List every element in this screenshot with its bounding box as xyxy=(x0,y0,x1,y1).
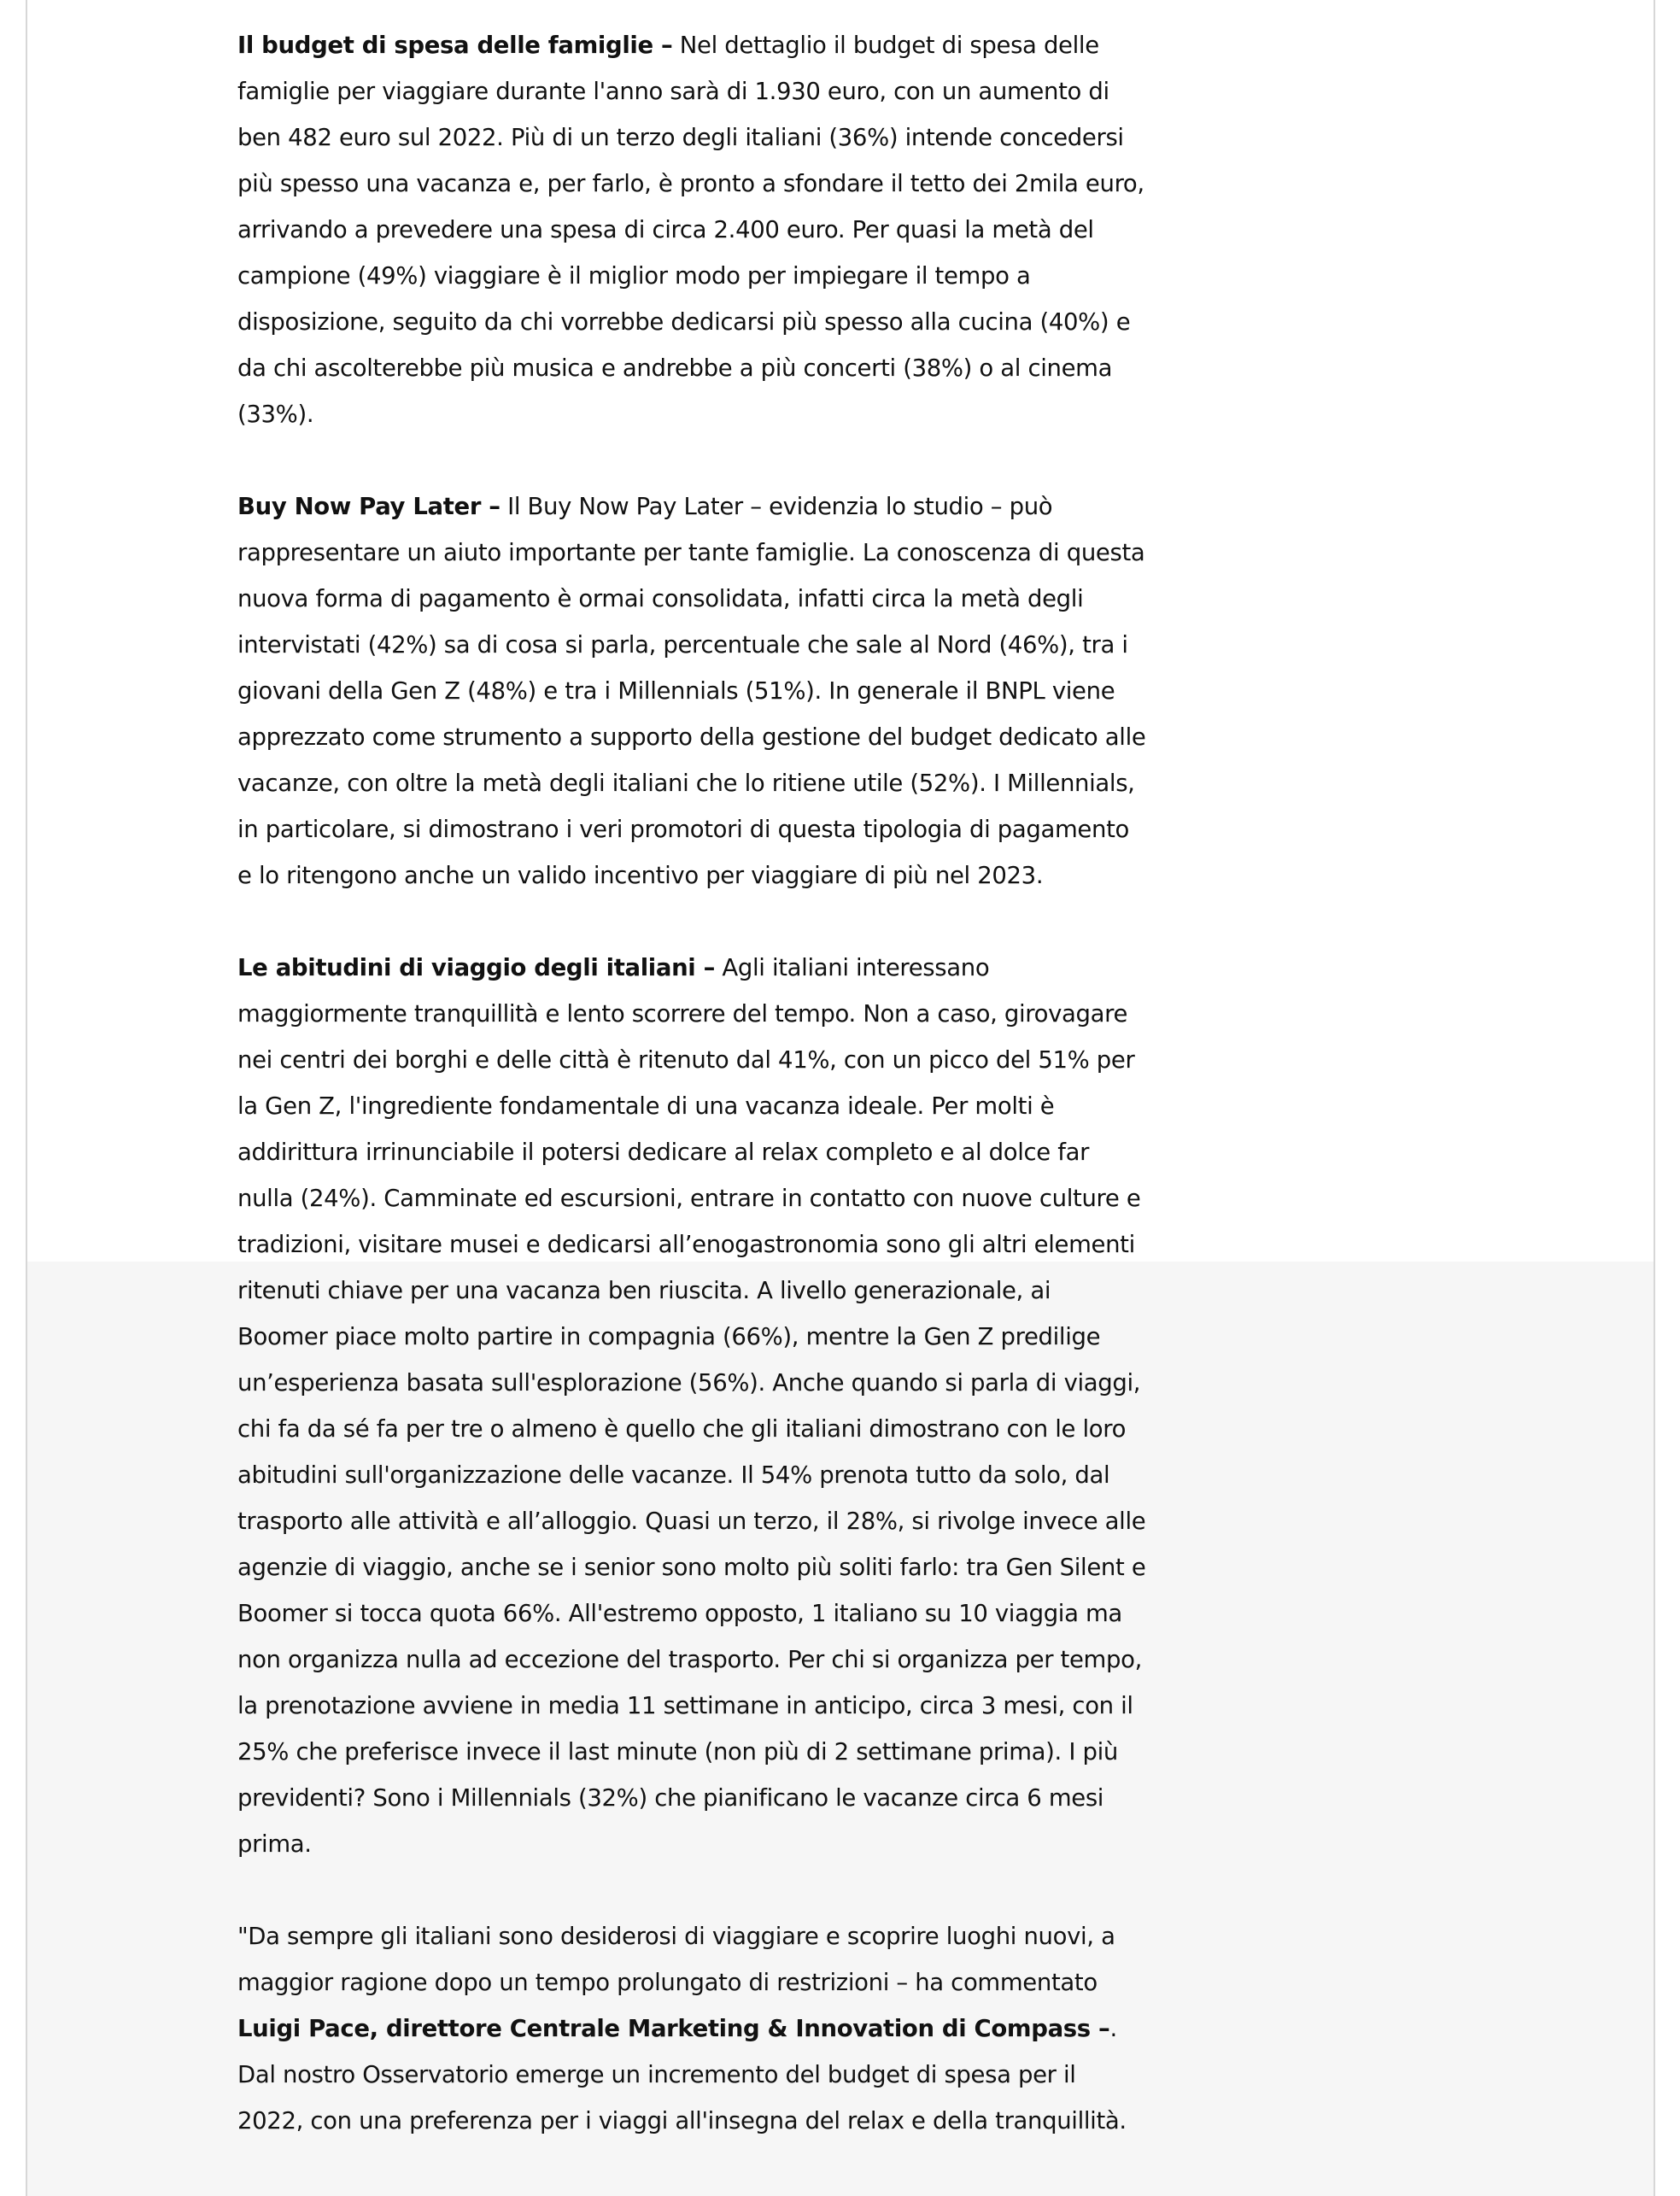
paragraph-family-budget xyxy=(237,22,1146,437)
paragraph-heading: Buy Now Pay Later – xyxy=(237,493,500,520)
paragraph-text: Agli italiani interessano maggiormente tranquillità e lento scorrere del tempo. Non a caso, girovagare nei centri dei borghi e delle città è ritenuto dal 41%, con un picco del 51% per la Gen Z, l'ingrediente fondamentale di una vacanza ideale. Per molti è addirittura irrinunciabile il potersi dedicare al relax completo e al dolce far nulla (24%). Camminate ed escursioni, entrare in contatto con nuove culture e tradizioni, visitare musei e dedicarsi all’enogastronomia sono gli altri elementi ritenuti chiave per una vacanza ben riuscita. A livello generazionale, ai Boomer piace molto partire in compagnia (66%), mentre la Gen Z predilige un’esperienza basata sull'esplorazione (56%). Anche quando si parla di viaggi, chi fa da sé fa per tre o almeno è quello che gli italiani dimostrano con le loro abitudini sull'organizzazione delle vacanze. Il 54% prenota tutto da solo, dal trasporto alle attività e all’alloggio. Quasi un terzo, il 28%, si rivolge invece alle agenzie di viaggio, anche se i senior sono molto più soliti farlo: tra Gen Silent e Boomer si tocca quota 66%. All'estremo opposto, 1 italiano su 10 viaggia ma non organizza nulla ad eccezione del trasporto. Per chi si organizza per tempo, la prenotazione avviene in media 11 settimane in anticipo, circa 3 mesi, con il 25% che preferisce invece il last minute (non più di 2 settimane prima). I più previdenti? Sono i Millennials (32%) che pianificano le vacanze circa 6 mesi prima. xyxy=(237,954,1146,1858)
paragraph-text: Nel dettaglio il budget di spesa delle famiglie per viaggiare durante l'anno sarà di 1.930 euro, con un aumento di ben 482 euro sul 2022. Più di un terzo degli italiani (36%) intende concedersi più spesso una vacanza e, per farlo, è pronto a sfondare il tetto dei 2mila euro, arrivando a prevedere una spesa di circa 2.400 euro. Per quasi la metà del campione (49%) viaggiare è il miglior modo per impiegare il tempo a disposizione, seguito da chi vorrebbe dedicarsi più spesso alla cucina (40%) e da chi ascolterebbe più musica e andrebbe a più concerti (38%) o al cinema (33%). xyxy=(237,32,1144,428)
paragraph-buy-now-pay-later xyxy=(237,483,1146,899)
quote-text-start: "Da sempre gli italiani sono desiderosi di viaggiare e scoprire luoghi nuovi, a maggior ragione dopo un tempo prolungato di restrizioni – ha commentato xyxy=(237,1923,1115,1996)
paragraph-heading: Il budget di spesa delle famiglie – xyxy=(237,32,673,59)
quote-text-end: . Dal nostro Osservatorio emerge un incremento del budget di spesa per il 2022, con una preferenza per i viaggi all'insegna del relax e della tranquillità. xyxy=(237,2015,1127,2135)
paragraph-text: Il Buy Now Pay Later – evidenzia lo studio – può rappresentare un aiuto importante per tante famiglie. La conoscenza di questa nuova forma di pagamento è ormai consolidata, infatti circa la metà degli intervistati (42%) sa di cosa si parla, percentuale che sale al Nord (46%), tra i giovani della Gen Z (48%) e tra i Millennials (51%). In generale il BNPL viene apprezzato come strumento a supporto della gestione del budget dedicato alle vacanze, con oltre la metà degli italiani che lo ritiene utile (52%). I Millennials, in particolare, si dimostrano i veri promotori di questa tipologia di pagamento e lo ritengono anche un valido incentivo per viaggiare di più nel 2023. xyxy=(237,493,1146,889)
article-body xyxy=(237,22,1146,2190)
paragraph-heading: Le abitudini di viaggio degli italiani – xyxy=(237,954,716,981)
quote-speaker: Luigi Pace, direttore Centrale Marketing & Innovation di Compass – xyxy=(237,2015,1110,2042)
document-page xyxy=(26,0,1655,2196)
paragraph-travel-habits xyxy=(237,945,1146,1867)
paragraph-quote xyxy=(237,1913,1146,2144)
